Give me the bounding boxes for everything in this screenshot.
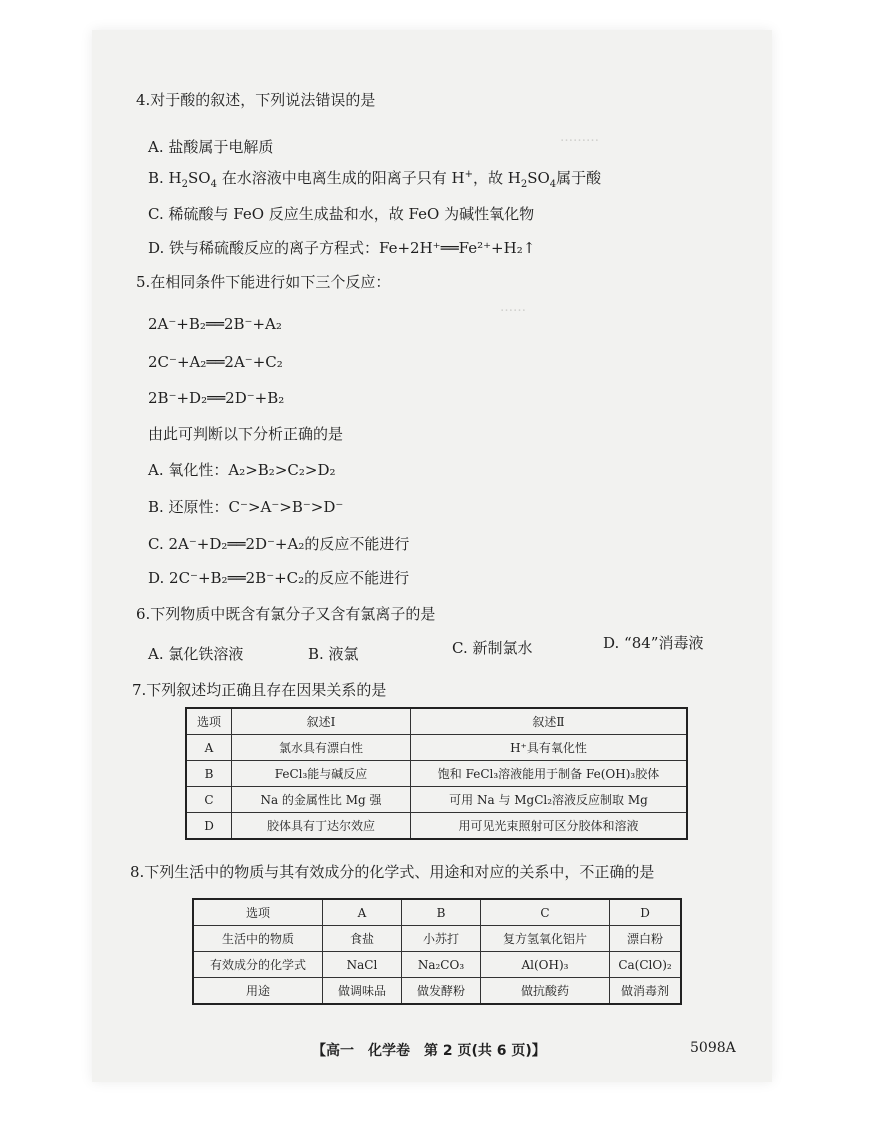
question-4-stem: 4.对于酸的叙述，下列说法错误的是 — [136, 91, 376, 109]
table-cell: Ca(ClO)₂ — [610, 952, 682, 978]
question-5-option-d: D. 2C⁻+B₂══2B⁻+C₂的反应不能进行 — [148, 569, 410, 587]
table-row — [193, 952, 681, 978]
reaction-1: 2A⁻+B₂══2B⁻+A₂ — [148, 315, 282, 333]
table-row — [186, 735, 687, 761]
table-cell: 用途 — [193, 978, 323, 1005]
question-6-option-a: A. 氯化铁溶液 — [148, 645, 244, 663]
table-header-cell: A — [323, 899, 402, 926]
question-8-table — [192, 898, 682, 1005]
question-6-option-b: B. 液氯 — [308, 645, 359, 663]
question-6-option-d: D. “84”消毒液 — [603, 634, 704, 652]
table-cell: 胶体具有丁达尔效应 — [232, 813, 411, 840]
exam-code: 5098A — [690, 1040, 736, 1056]
table-cell: 饱和 FeCl₃溶液能用于制备 Fe(OH)₃胶体 — [411, 761, 688, 787]
table-cell: 有效成分的化学式 — [193, 952, 323, 978]
question-4-option-b: B. $H_2SO_4$ 在水溶液中电离生成的阳离子只有 H+，故 $H_2SO_4$属于酸 — [148, 169, 602, 190]
question-7-table — [185, 707, 688, 840]
table-header-cell: 选项 — [186, 708, 232, 735]
question-5-lead: 由此可判断以下分析正确的是 — [148, 425, 344, 443]
table-row — [193, 926, 681, 952]
table-header-row — [186, 708, 687, 735]
table-cell: D — [186, 813, 232, 840]
table-cell: 食盐 — [323, 926, 402, 952]
table-row — [193, 978, 681, 1005]
table-cell: 做发酵粉 — [402, 978, 481, 1005]
table-cell: 用可见光束照射可区分胶体和溶液 — [411, 813, 688, 840]
table-cell: Al(OH)₃ — [481, 952, 610, 978]
question-5-option-c: C. 2A⁻+D₂══2D⁻+A₂的反应不能进行 — [148, 535, 410, 553]
question-8-stem: 8.下列生活中的物质与其有效成分的化学式、用途和对应的关系中，不正确的是 — [130, 863, 655, 881]
table-row — [186, 813, 687, 840]
table-cell: 做调味品 — [323, 978, 402, 1005]
table-cell: H⁺具有氧化性 — [411, 735, 688, 761]
table-cell: FeCl₃能与碱反应 — [232, 761, 411, 787]
table-cell: Na₂CO₃ — [402, 952, 481, 978]
question-5-stem: 5.在相同条件下能进行如下三个反应： — [136, 273, 391, 291]
table-cell: 做抗酸药 — [481, 978, 610, 1005]
table-cell: B — [186, 761, 232, 787]
table-cell: C — [186, 787, 232, 813]
table-cell: 小苏打 — [402, 926, 481, 952]
table-cell: Na 的金属性比 Mg 强 — [232, 787, 411, 813]
table-header-cell: 叙述Ⅱ — [411, 708, 688, 735]
table-header-cell: C — [481, 899, 610, 926]
table-cell: NaCl — [323, 952, 402, 978]
table-cell: 复方氢氧化铝片 — [481, 926, 610, 952]
bleed-through-text: …… — [500, 300, 526, 315]
table-header-cell: B — [402, 899, 481, 926]
table-row — [186, 761, 687, 787]
question-5-option-b: B. 还原性：C⁻>A⁻>B⁻>D⁻ — [148, 498, 344, 516]
reaction-3: 2B⁻+D₂══2D⁻+B₂ — [148, 389, 285, 407]
table-cell: 漂白粉 — [610, 926, 682, 952]
table-header-cell: D — [610, 899, 682, 926]
table-header-cell: 选项 — [193, 899, 323, 926]
question-5-option-a: A. 氧化性：A₂>B₂>C₂>D₂ — [148, 461, 336, 479]
question-6-stem: 6.下列物质中既含有氯分子又含有氯离子的是 — [136, 605, 436, 623]
table-cell: 氯水具有漂白性 — [232, 735, 411, 761]
table-row — [186, 787, 687, 813]
page-footer: 【高一 化学卷 第 2 页(共 6 页)】 — [312, 1043, 546, 1059]
bleed-through-text: ……… — [560, 130, 599, 145]
table-header-cell: 叙述Ⅰ — [232, 708, 411, 735]
table-cell: 生活中的物质 — [193, 926, 323, 952]
question-4-option-d: D. 铁与稀硫酸反应的离子方程式：Fe+2H⁺══Fe²⁺+H₂↑ — [148, 239, 536, 257]
table-cell: 可用 Na 与 MgCl₂溶液反应制取 Mg — [411, 787, 688, 813]
question-6-option-c: C. 新制氯水 — [452, 639, 533, 657]
question-7-stem: 7.下列叙述均正确且存在因果关系的是 — [132, 681, 387, 699]
table-header-row — [193, 899, 681, 926]
table-cell: A — [186, 735, 232, 761]
question-4-option-a: A. 盐酸属于电解质 — [148, 138, 274, 156]
table-cell: 做消毒剂 — [610, 978, 682, 1005]
question-4-option-c: C. 稀硫酸与 FeO 反应生成盐和水，故 FeO 为碱性氧化物 — [148, 205, 535, 223]
reaction-2: 2C⁻+A₂══2A⁻+C₂ — [148, 353, 283, 371]
